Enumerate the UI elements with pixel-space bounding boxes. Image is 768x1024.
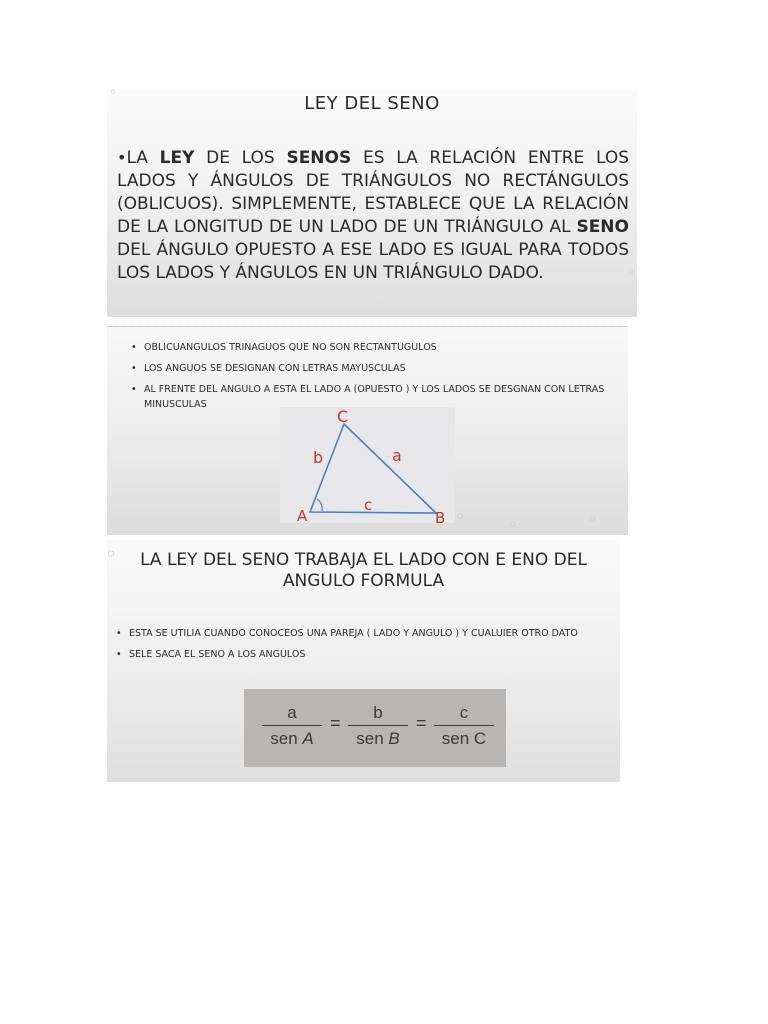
water-drop-decoration: ◦ xyxy=(627,265,636,281)
vertex-a-label: A xyxy=(297,507,308,525)
sen-label: sen xyxy=(356,729,389,748)
numerator-a: a xyxy=(262,703,322,726)
side-a-label: a xyxy=(392,446,402,465)
water-drop-decoration: ◦ xyxy=(109,85,118,101)
water-drop-decoration: ◦ xyxy=(507,515,518,536)
denominator-a xyxy=(262,726,322,749)
slide-ley-del-seno xyxy=(107,85,637,317)
list-item: • AL FRENTE DEL ANGULO A ESTA EL LADO A (OPUESTO ) Y LOS LADOS SE DESGNAN CON LETRAS MINUSCULAS xyxy=(131,382,621,412)
equals-sign: = xyxy=(330,713,341,733)
slide-title: LA LEY DEL SENO TRABAJA EL LADO CON E ENO DEL ANGULO FORMULA xyxy=(140,550,587,591)
list-item: • LOS ANGUOS SE DESIGNAN CON LETRAS MAYUSCULAS xyxy=(131,361,621,376)
slide-triangle-notation xyxy=(107,326,628,535)
numerator-c: c xyxy=(434,703,494,726)
angle-a-symbol: A xyxy=(302,729,314,748)
list-item: • SELE SACA EL SENO A LOS ANGULOS xyxy=(116,647,606,662)
water-drop-decoration: ◦ xyxy=(455,507,466,528)
vertex-b-label: B xyxy=(435,509,446,527)
equals-sign: = xyxy=(416,713,427,733)
side-c-label: c xyxy=(364,496,373,514)
angle-a-arc xyxy=(317,499,322,511)
text-run: DEL ÁNGULO OPUESTO A ESE LADO ES IGUAL PARA TODOS LOS LADOS Y ÁNGULOS EN UN TRIÁNGULO DADO. xyxy=(117,240,629,283)
side-b-label: b xyxy=(313,448,324,467)
law-of-sines-formula xyxy=(244,689,506,767)
slide-title: LEY DEL SENO xyxy=(304,93,440,114)
bold-seno: SENO xyxy=(576,217,629,237)
triangle-diagram xyxy=(280,407,455,527)
bold-senos: SENOS xyxy=(286,148,352,168)
text-run: LA xyxy=(126,148,160,168)
water-drop-decoration: ◦ xyxy=(587,509,598,530)
triangle-photo xyxy=(280,407,455,527)
list-item: • ESTA SE UTILIA CUANDO CONOCEOS UNA PAREJA ( LADO Y ANGULO ) Y CUALUIER OTRO DATO xyxy=(116,626,606,641)
bold-ley: LEY xyxy=(159,148,195,168)
denominator-c: sen C xyxy=(441,729,487,748)
water-drop-decoration: ◦ xyxy=(105,542,117,566)
triangle-shape xyxy=(310,424,436,513)
list-item: • OBLICUANGULOS TRINAGUOS QUE NO SON RECTANTUGULOS xyxy=(131,340,621,355)
numerator-b: b xyxy=(348,703,408,726)
fraction-c xyxy=(434,703,494,749)
definition-paragraph xyxy=(117,146,629,285)
angle-b-symbol: B xyxy=(388,729,400,748)
bullet-list xyxy=(116,626,606,668)
bullet-marker: • xyxy=(117,148,127,167)
slide-formula xyxy=(107,540,620,782)
text-run: DE LOS xyxy=(194,148,287,168)
fraction-b xyxy=(348,703,408,749)
fraction-a xyxy=(262,703,322,749)
vertex-c-label: C xyxy=(337,407,349,426)
denominator-b xyxy=(348,726,408,749)
sen-label: sen xyxy=(270,729,303,748)
text-run: ES LA RELACIÓN ENTRE LOS LADOS Y ÁNGULOS DE TRIÁNGULOS NO RECTÁNGULOS (OBLICUOS). SIMPLEMENTE, ESTABLECE QUE LA RELACIÓN DE LA LONGITUD DE UN LADO DE UN TRIÁNGULO AL xyxy=(117,148,629,237)
